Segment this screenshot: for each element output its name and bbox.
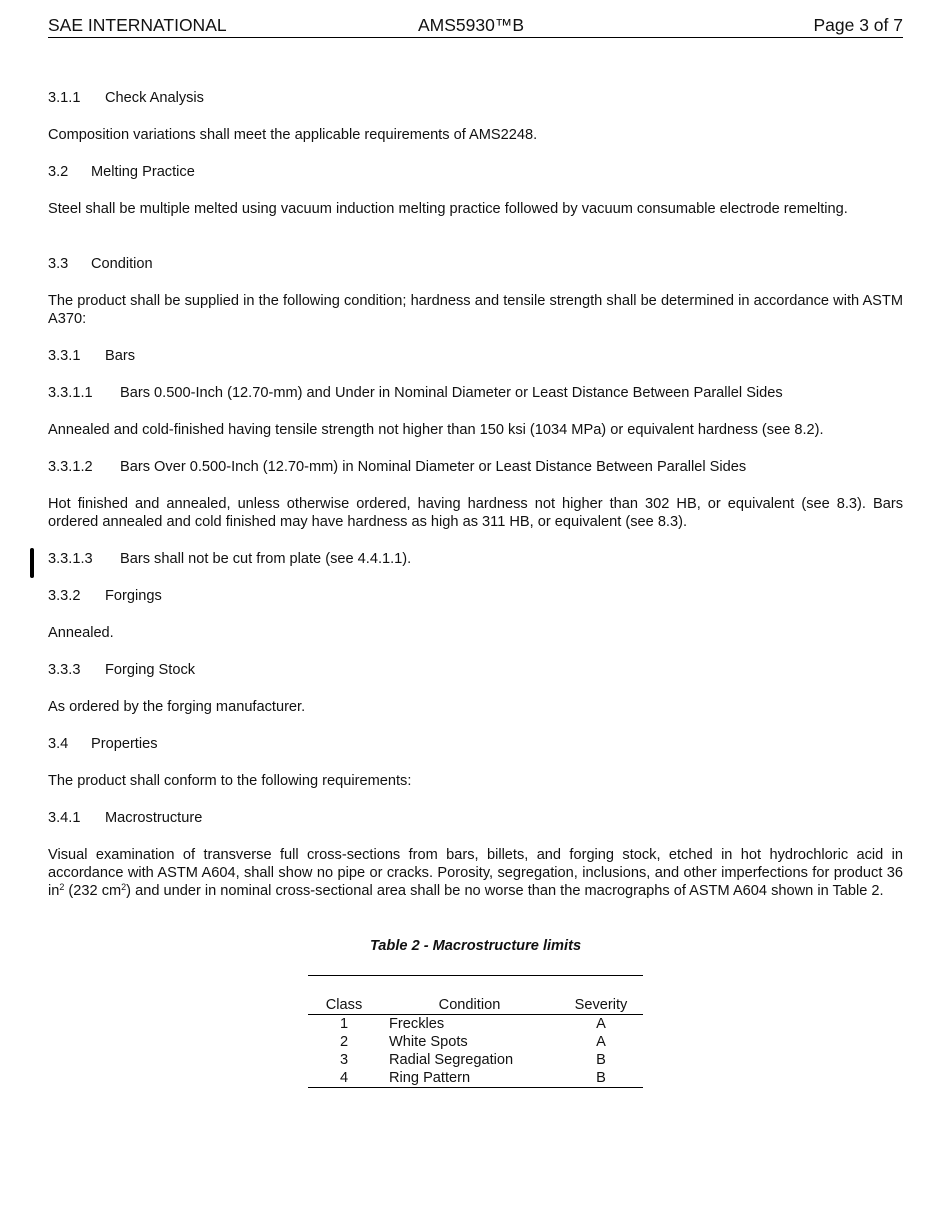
section-number: 3.2 [48, 164, 69, 180]
cell-severity: A [596, 1016, 606, 1032]
cell-condition: Radial Segregation [389, 1052, 514, 1068]
cell-class: 2 [339, 1034, 349, 1050]
revision-change-bar [30, 548, 34, 578]
cell-condition: Freckles [389, 1016, 445, 1032]
paragraph-melting-practice: Steel shall be multiple melted using vacuum induction melting practice followed by vacuum consumable electrode remelting. [48, 201, 848, 217]
organization-name: SAE INTERNATIONAL [48, 15, 227, 35]
section-title: Bars [105, 348, 136, 364]
table-row [308, 1051, 643, 1069]
header-condition: Condition [380, 996, 559, 1015]
section-heading-3-2 [48, 163, 903, 181]
section-heading-3-3-1-2 [48, 458, 903, 476]
document-number: AMS5930™B [418, 15, 525, 35]
cell-condition: Ring Pattern [380, 1069, 559, 1088]
section-title: Melting Practice [91, 164, 195, 180]
section-heading-3-3-3 [48, 661, 903, 679]
section-title: Forgings [105, 588, 162, 604]
section-heading-3-3-1-3 [48, 550, 903, 568]
section-title: Forging Stock [105, 662, 196, 678]
macrostructure-text-2: (232 cm [64, 883, 122, 900]
table-row [308, 1069, 643, 1088]
cell-class: 4 [308, 1069, 380, 1088]
table-caption: Table 2 - Macrostructure limits [369, 938, 582, 954]
macrostructure-text-3: ) and under in nominal cross-sectional area shall be no worse than the macrographs of ASTM A604 shown in Table 2. [126, 883, 884, 900]
paragraph-forgings: Annealed. [48, 625, 114, 641]
superscript-2: 2 [59, 882, 65, 893]
paragraph-condition: The product shall be supplied in the following condition; hardness and tensile strength shall be determined in accordance with ASTM A370: [48, 293, 903, 328]
superscript-2: 2 [121, 882, 127, 893]
section-title: Bars shall not be cut from plate (see 4.4.1.1). [120, 551, 412, 567]
section-number: 3.1.1 [48, 90, 81, 106]
paragraph-bars-under: Annealed and cold-finished having tensile strength not higher than 150 ksi (1034 MPa) or equivalent hardness (see 8.2). [48, 422, 824, 438]
section-title: Macrostructure [105, 810, 203, 826]
cell-class: 1 [339, 1016, 349, 1032]
section-title: Bars Over 0.500-Inch (12.70-mm) in Nominal Diameter or Least Distance Between Parallel Sides [120, 459, 747, 475]
section-title: Check Analysis [105, 90, 204, 106]
page-number: Page 3 of 7 [813, 15, 903, 35]
section-number: 3.3 [48, 256, 69, 272]
section-heading-3-4 [48, 735, 903, 753]
section-heading-3-3-2 [48, 587, 903, 605]
section-number: 3.3.1 [48, 348, 81, 364]
section-title: Condition [91, 256, 153, 272]
section-number: 3.4 [48, 736, 69, 752]
section-number: 3.3.3 [48, 662, 81, 678]
section-title: Properties [91, 736, 158, 752]
section-heading-3-1-1 [48, 89, 903, 107]
header-severity: Severity [559, 996, 643, 1015]
cell-severity: A [596, 1034, 606, 1050]
paragraph-macrostructure [48, 846, 903, 901]
section-heading-3-3-1-1 [48, 384, 903, 402]
section-title: Bars 0.500-Inch (12.70-mm) and Under in Nominal Diameter or Least Distance Between Parallel Sides [120, 385, 783, 401]
macrostructure-table [308, 996, 643, 1088]
table-top-rule [308, 975, 643, 976]
paragraph-check-analysis: Composition variations shall meet the applicable requirements of AMS2248. [48, 127, 538, 143]
section-heading-3-3-1 [48, 347, 903, 365]
cell-condition: White Spots [389, 1034, 468, 1050]
table-row [308, 1033, 643, 1051]
section-heading-3-4-1 [48, 809, 903, 827]
section-number: 3.3.1.1 [48, 385, 93, 401]
table-header-row [308, 996, 643, 1015]
section-heading-3-3 [48, 255, 903, 273]
macrostructure-text-1: Visual examination of transverse full cross-sections from bars, billets, and forging stock, etched in hot hydrochloric acid in accordance with ASTM A604, shall show no pipe or cracks. Porosity, segregation, inclusions, and other imperfections for product 36 in [48, 847, 903, 900]
paragraph-properties: The product shall conform to the following requirements: [48, 773, 412, 789]
cell-severity: B [559, 1069, 643, 1088]
paragraph-forging-stock: As ordered by the forging manufacturer. [48, 699, 306, 715]
cell-severity: B [596, 1052, 606, 1068]
paragraph-bars-over: Hot finished and annealed, unless otherwise ordered, having hardness not higher than 302 HB, or equivalent (see 8.3). Bars ordered annealed and cold finished may have hardness as high as 311 HB, or equivalent (see 8.3). [48, 496, 903, 531]
section-number: 3.3.1.3 [48, 551, 93, 567]
table-row [308, 1015, 643, 1034]
page-header [48, 15, 903, 38]
header-class: Class [308, 996, 380, 1015]
section-number: 3.3.2 [48, 588, 81, 604]
cell-class: 3 [339, 1052, 349, 1068]
section-number: 3.4.1 [48, 810, 81, 826]
section-number: 3.3.1.2 [48, 459, 93, 475]
